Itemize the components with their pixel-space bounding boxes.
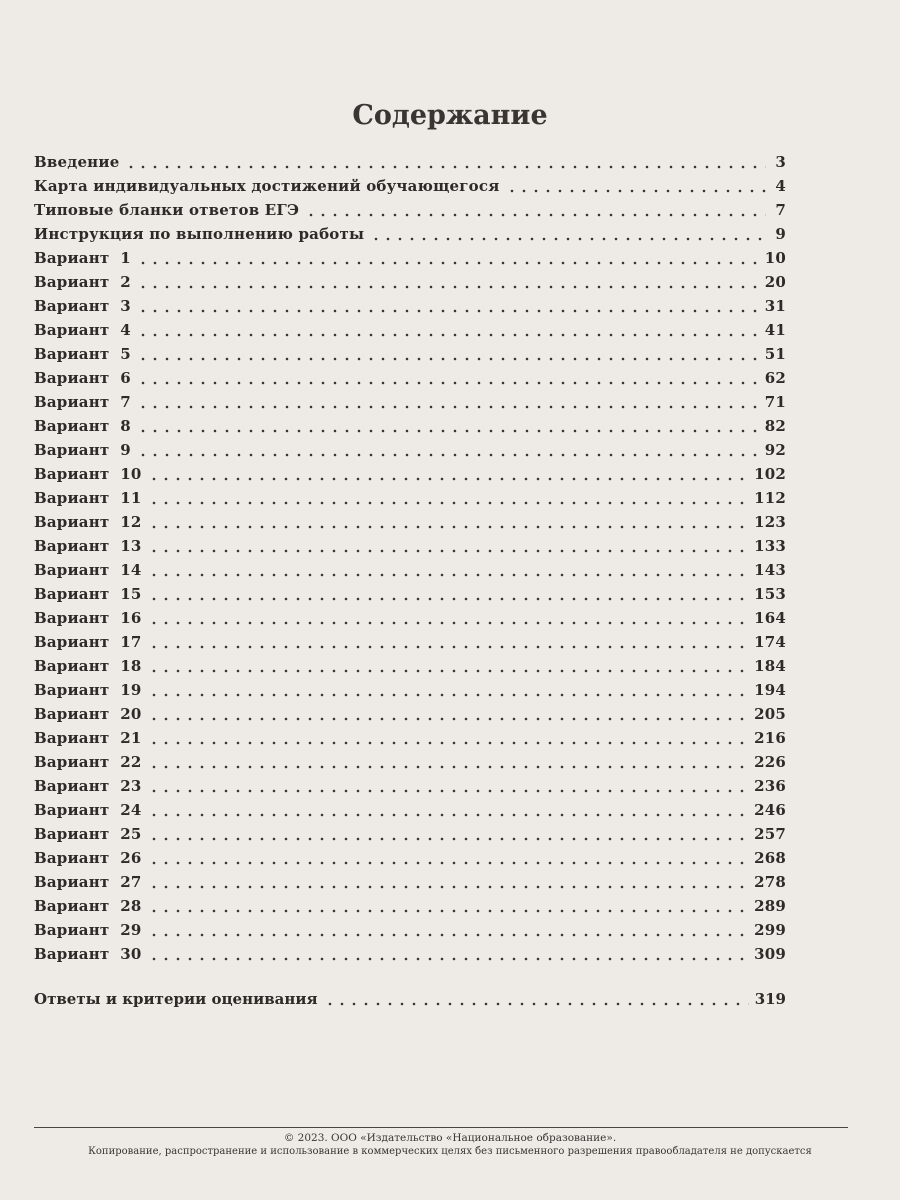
toc-entry-page: 20 xyxy=(764,273,786,291)
toc-entry xyxy=(34,558,786,582)
toc-entry-label: Вариант 22 xyxy=(34,753,142,771)
leader-dots xyxy=(137,453,759,457)
leader-dots xyxy=(324,1002,749,1006)
footer-notice: Копирование, распространение и использование в коммерческих целях без письменного разрешения правообладателя не допускается xyxy=(88,1146,812,1157)
toc-entry-label: Введение xyxy=(34,153,120,171)
leader-dots xyxy=(148,669,749,673)
toc-entry-label: Вариант 7 xyxy=(34,393,131,411)
leader-dots xyxy=(370,237,766,241)
toc-entry xyxy=(34,414,786,438)
toc-entry xyxy=(34,894,786,918)
toc-entry-page: 278 xyxy=(754,873,786,891)
toc-entry-label: Карта индивидуальных достижений обучающегося xyxy=(34,177,500,195)
toc-entry xyxy=(34,294,786,318)
toc-entry xyxy=(34,438,786,462)
toc-entry-label: Вариант 8 xyxy=(34,417,131,435)
toc-entry xyxy=(34,774,786,798)
toc-entry xyxy=(34,150,786,174)
leader-dots xyxy=(148,741,749,745)
toc-entry-label: Вариант 2 xyxy=(34,273,131,291)
toc-entry-label: Вариант 27 xyxy=(34,873,142,891)
footer-copyright: © 2023. ООО «Издательство «Национальное образование». xyxy=(283,1132,617,1144)
toc-entry-label: Вариант 28 xyxy=(34,897,142,915)
toc-entry xyxy=(34,486,786,510)
toc-entry-label: Вариант 21 xyxy=(34,729,142,747)
leader-dots xyxy=(148,597,749,601)
toc-entry xyxy=(34,678,786,702)
leader-dots xyxy=(148,525,749,529)
toc-entry xyxy=(34,462,786,486)
leader-dots xyxy=(137,261,759,265)
toc-entry xyxy=(34,630,786,654)
toc-entry-label: Вариант 20 xyxy=(34,705,142,723)
leader-dots xyxy=(148,477,749,481)
leader-dots xyxy=(137,285,759,289)
leader-dots xyxy=(148,861,749,865)
toc-entry-label: Вариант 24 xyxy=(34,801,142,819)
toc-entry-page: 7 xyxy=(775,201,786,219)
toc-entry xyxy=(34,270,786,294)
toc-entry-page: 9 xyxy=(775,225,786,243)
toc-entry xyxy=(34,654,786,678)
toc-entry-label: Типовые бланки ответов ЕГЭ xyxy=(34,201,300,219)
toc-entry-label: Вариант 16 xyxy=(34,609,142,627)
toc-entry-page: 102 xyxy=(754,465,786,483)
toc-entry-label: Вариант 9 xyxy=(34,441,131,459)
footer-divider xyxy=(34,1127,848,1128)
toc-entry xyxy=(34,606,786,630)
leader-dots xyxy=(148,909,749,913)
toc-entry xyxy=(34,318,786,342)
leader-dots xyxy=(148,645,749,649)
toc-entry-page: 123 xyxy=(754,513,786,531)
leader-dots xyxy=(148,573,749,577)
leader-dots xyxy=(148,501,749,505)
toc-entry xyxy=(34,246,786,270)
toc-entry xyxy=(34,510,786,534)
toc-entry xyxy=(34,846,786,870)
leader-dots xyxy=(148,717,749,721)
toc-entry xyxy=(34,342,786,366)
toc-entry-page: 257 xyxy=(754,825,786,843)
toc-entry-page: 41 xyxy=(764,321,786,339)
toc-entry-page: 216 xyxy=(754,729,786,747)
leader-dots xyxy=(148,837,749,841)
toc-entry-label: Вариант 25 xyxy=(34,825,142,843)
table-of-contents xyxy=(34,150,786,966)
toc-entry xyxy=(34,942,786,966)
toc-entry-page: 82 xyxy=(764,417,786,435)
toc-entry-page: 164 xyxy=(754,609,786,627)
toc-entry xyxy=(34,222,786,246)
toc-entry xyxy=(34,870,786,894)
toc-entry-label: Вариант 29 xyxy=(34,921,142,939)
toc-entry-label: Ответы и критерии оценивания xyxy=(34,990,318,1008)
leader-dots xyxy=(148,885,749,889)
toc-entry-label: Вариант 1 xyxy=(34,249,131,267)
toc-entry-label: Вариант 14 xyxy=(34,561,142,579)
leader-dots xyxy=(137,405,759,409)
toc-entry-label: Вариант 15 xyxy=(34,585,142,603)
leader-dots xyxy=(137,357,759,361)
leader-dots xyxy=(148,789,749,793)
toc-entry-label: Вариант 6 xyxy=(34,369,131,387)
toc-entry-label: Вариант 13 xyxy=(34,537,142,555)
toc-entry-page: 184 xyxy=(754,657,786,675)
toc-entry-page: 236 xyxy=(754,777,786,795)
leader-dots xyxy=(148,933,749,937)
toc-entry-label: Вариант 19 xyxy=(34,681,142,699)
toc-entry xyxy=(34,198,786,222)
toc-entry-label: Вариант 4 xyxy=(34,321,131,339)
toc-entry-page: 143 xyxy=(754,561,786,579)
toc-entry xyxy=(34,798,786,822)
toc-entry-page: 309 xyxy=(754,945,786,963)
toc-entry-page: 4 xyxy=(775,177,786,195)
page-title: Содержание xyxy=(352,100,548,131)
toc-entry xyxy=(34,918,786,942)
toc-entry-page: 205 xyxy=(754,705,786,723)
toc-entry xyxy=(34,366,786,390)
toc-entry-label: Вариант 3 xyxy=(34,297,131,315)
leader-dots xyxy=(148,693,749,697)
toc-entry-page: 194 xyxy=(754,681,786,699)
toc-entry-label: Вариант 11 xyxy=(34,489,142,507)
leader-dots xyxy=(148,957,749,961)
toc-entry xyxy=(34,726,786,750)
leader-dots xyxy=(125,165,766,169)
toc-entry-label: Вариант 5 xyxy=(34,345,131,363)
leader-dots xyxy=(137,381,759,385)
toc-entry-page: 62 xyxy=(764,369,786,387)
toc-entry-page: 174 xyxy=(754,633,786,651)
leader-dots xyxy=(305,213,766,217)
toc-entry-page: 112 xyxy=(754,489,786,507)
toc-entry-label: Инструкция по выполнению работы xyxy=(34,225,365,243)
leader-dots xyxy=(148,621,749,625)
toc-entry-page: 289 xyxy=(754,897,786,915)
leader-dots xyxy=(137,429,759,433)
toc-entry-label: Вариант 26 xyxy=(34,849,142,867)
toc-entry-page: 10 xyxy=(764,249,786,267)
toc-entry xyxy=(34,174,786,198)
toc-entry-page: 71 xyxy=(764,393,786,411)
toc-entry-page: 92 xyxy=(764,441,786,459)
toc-entry xyxy=(34,390,786,414)
toc-entry-page: 299 xyxy=(754,921,786,939)
toc-entry xyxy=(34,534,786,558)
toc-entry-label: Вариант 18 xyxy=(34,657,142,675)
leader-dots xyxy=(148,765,749,769)
toc-entry xyxy=(34,702,786,726)
leader-dots xyxy=(148,813,749,817)
toc-entry-label: Вариант 12 xyxy=(34,513,142,531)
toc-entry-page: 3 xyxy=(775,153,786,171)
toc-entry-label: Вариант 10 xyxy=(34,465,142,483)
toc-entry-page: 51 xyxy=(764,345,786,363)
toc-entry-page: 31 xyxy=(764,297,786,315)
toc-entry-answers xyxy=(34,987,786,1011)
toc-entry xyxy=(34,750,786,774)
leader-dots xyxy=(137,309,759,313)
leader-dots xyxy=(506,189,767,193)
toc-entry-label: Вариант 30 xyxy=(34,945,142,963)
toc-entry-page: 133 xyxy=(754,537,786,555)
toc-entry-label: Вариант 23 xyxy=(34,777,142,795)
toc-entry-label: Вариант 17 xyxy=(34,633,142,651)
leader-dots xyxy=(137,333,759,337)
toc-entry xyxy=(34,822,786,846)
toc-entry-page: 226 xyxy=(754,753,786,771)
leader-dots xyxy=(148,549,749,553)
toc-entry-page: 268 xyxy=(754,849,786,867)
toc-entry xyxy=(34,582,786,606)
toc-entry-page: 153 xyxy=(754,585,786,603)
toc-entry-page: 319 xyxy=(754,990,786,1008)
toc-entry-page: 246 xyxy=(754,801,786,819)
